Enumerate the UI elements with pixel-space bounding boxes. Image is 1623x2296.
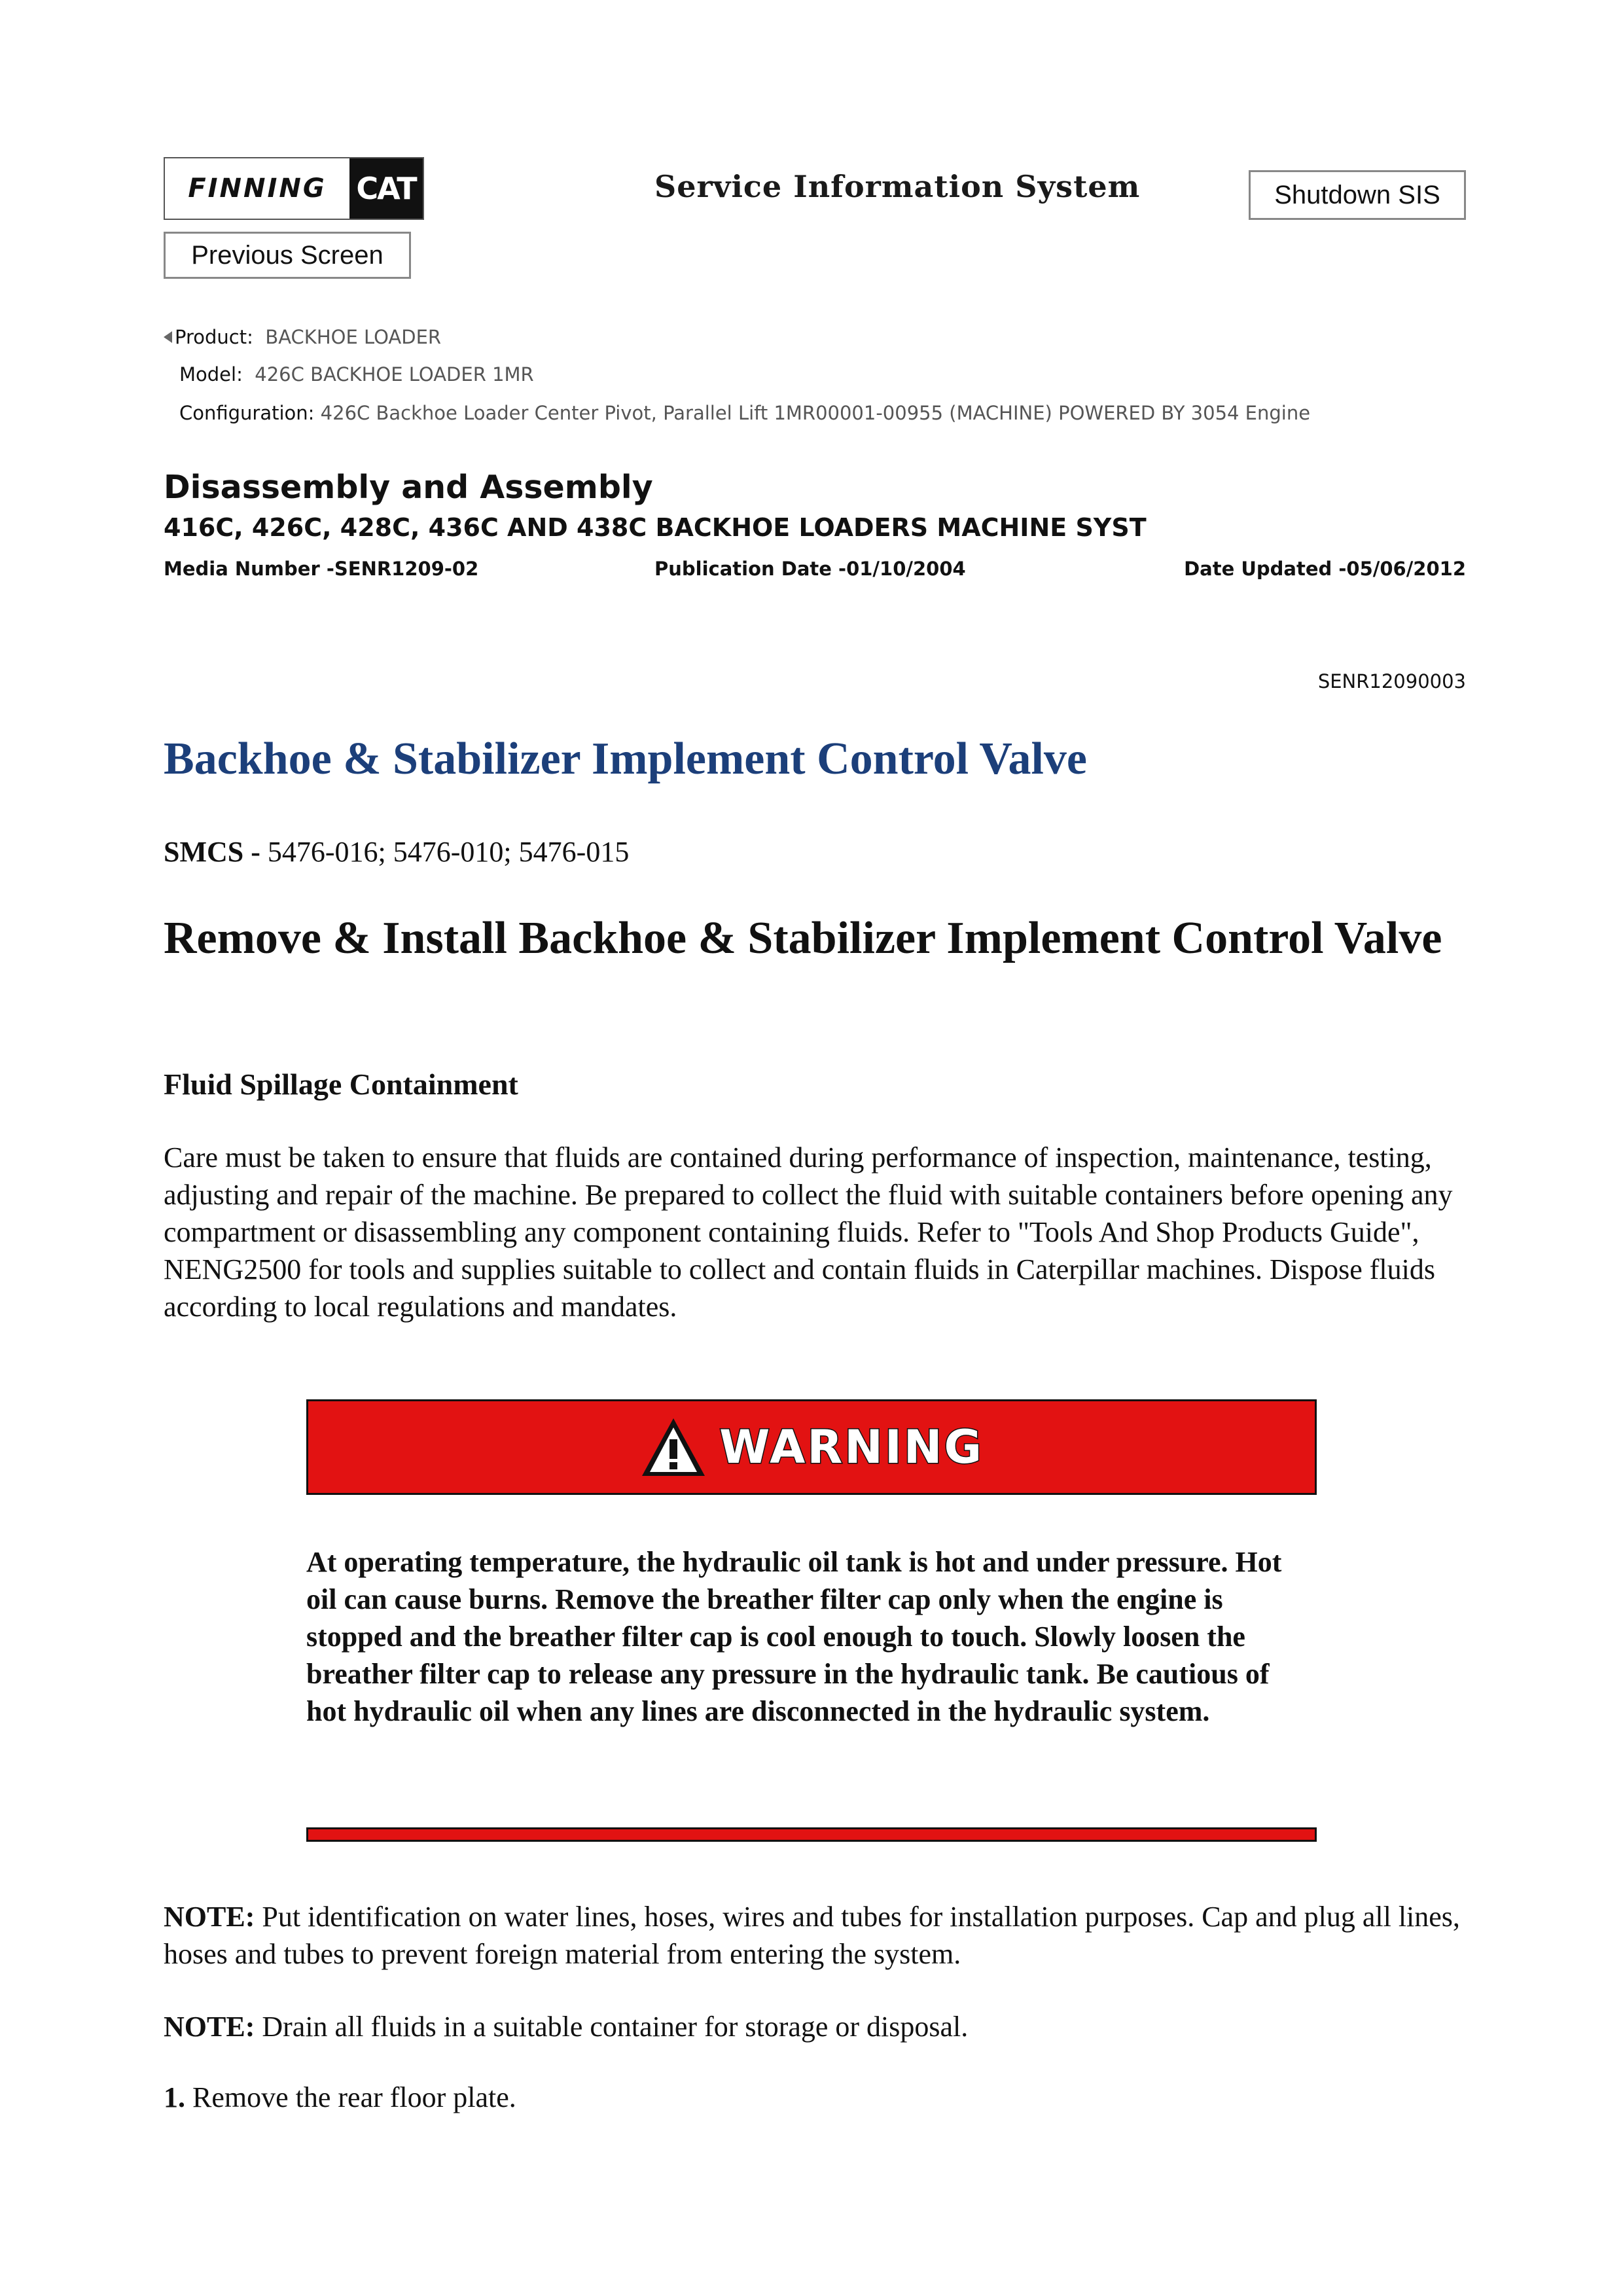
- publication-date: Publication Date -01/10/2004: [654, 558, 966, 580]
- cat-logo: CAT: [349, 158, 423, 219]
- step-1: [164, 2079, 1466, 2116]
- shutdown-sis-button[interactable]: Shutdown SIS: [1249, 170, 1466, 220]
- warning-label: WARNING: [719, 1420, 984, 1474]
- system-title: Service Information System: [654, 169, 1141, 204]
- step-text: Remove the rear floor plate.: [185, 2081, 516, 2113]
- warning-banner: [306, 1399, 1317, 1495]
- finning-wordmark: FINNING: [188, 173, 327, 204]
- warning-text: At operating temperature, the hydraulic oil tank is hot and under pressure. Hot oil can cause burns. Remove the breather filter cap only when the engine is stopped and the breather filter cap is cool enough to touch. Slowly loosen the breather filter cap to release any pressure in the hydraulic tank. Be cautious of hot hydraulic oil when any lines are disconnected in the hydraulic system.: [306, 1546, 1282, 1727]
- previous-screen-button[interactable]: Previous Screen: [164, 232, 411, 279]
- model-value: 426C BACKHOE LOADER 1MR: [255, 363, 534, 386]
- fluid-spillage-heading: Fluid Spillage Containment: [164, 1067, 518, 1101]
- smcs-codes: [164, 835, 629, 869]
- note-text: Drain all fluids in a suitable container for storage or disposal.: [255, 2011, 969, 2043]
- configuration-value: 426C Backhoe Loader Center Pivot, Parallel Lift 1MR00001-00955 (MACHINE) POWERED BY 3054 Engine: [320, 402, 1311, 424]
- document-id: SENR12090003: [1317, 670, 1466, 692]
- fluid-spillage-text: Care must be taken to ensure that fluids are contained during performance of inspection, maintenance, testing, adjusting and repair of the machine. Be prepared to collect the fluid with suitable containers before opening any compartment or disassembling any component containing fluids. Refer to "Tools And Shop Products Guide", NENG2500 for tools and supplies suitable to collect and contain fluids in Caterpillar machines. Dispose fluids according to local regulations and mandates.: [164, 1141, 1453, 1323]
- date-updated: Date Updated -05/06/2012: [1184, 558, 1466, 580]
- product-row: [164, 326, 441, 348]
- product-label: Product:: [175, 326, 253, 348]
- finning-cat-logo: [164, 157, 424, 220]
- step-number: 1.: [164, 2081, 185, 2113]
- back-arrow-icon[interactable]: [164, 331, 172, 343]
- media-number: Media Number -SENR1209-02: [164, 558, 479, 580]
- smcs-values: 5476-016; 5476-010; 5476-015: [260, 836, 630, 868]
- warning-triangle-icon: [639, 1416, 707, 1479]
- note-drain: [164, 2008, 1466, 2045]
- model-label: Model:: [179, 363, 243, 386]
- procedure-heading: Remove & Install Backhoe & Stabilizer Implement Control Valve: [164, 913, 1442, 963]
- note-label: NOTE:: [164, 1901, 255, 1933]
- configuration-label: Configuration:: [179, 402, 315, 424]
- note-identification: [164, 1898, 1466, 1973]
- configuration-row: [179, 402, 1310, 424]
- page-title: Backhoe & Stabilizer Implement Control Valve: [164, 734, 1088, 784]
- smcs-label: SMCS -: [164, 836, 260, 868]
- warning-divider: [306, 1827, 1317, 1842]
- note-text: Put identification on water lines, hoses, wires and tubes for installation purposes. Cap and plug all lines, hoses and tubes to prevent foreign material from entering the system.: [164, 1901, 1460, 1970]
- models-heading: 416C, 426C, 428C, 436C AND 438C BACKHOE LOADERS MACHINE SYST: [164, 513, 1147, 542]
- note-label: NOTE:: [164, 2011, 255, 2043]
- model-row: [179, 363, 534, 386]
- section-heading: Disassembly and Assembly: [164, 469, 653, 506]
- product-value: BACKHOE LOADER: [265, 326, 442, 348]
